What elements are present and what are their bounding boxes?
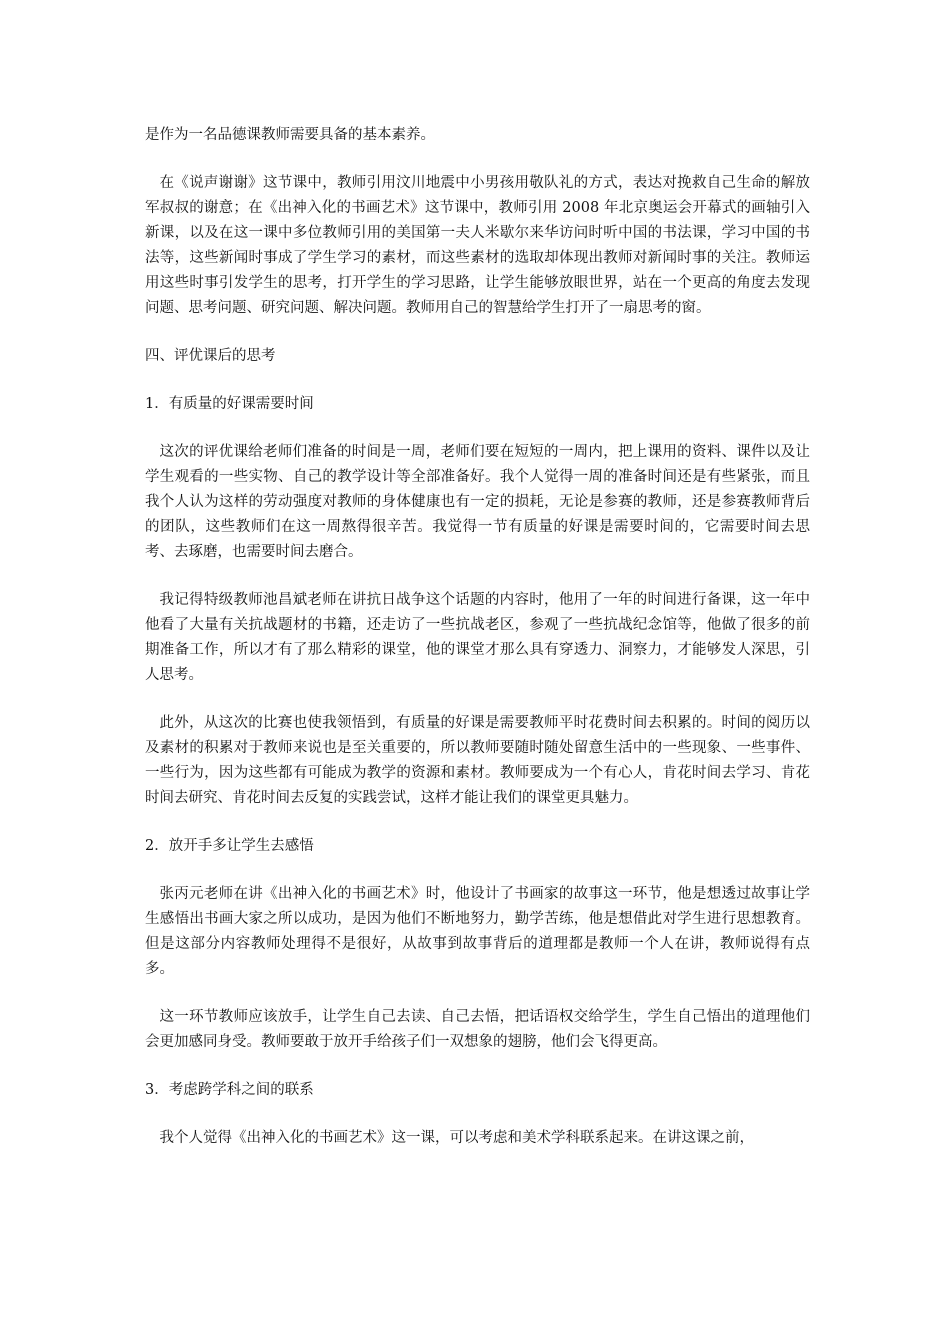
paragraph-continued: 是作为一名品德课教师需要具备的基本素养。	[145, 127, 435, 143]
paragraph-news-events: 在《说声谢谢》这节课中，教师引用汶川地震中小男孩用敬队礼的方式，表达对挽救自己生命的解放军叔叔的谢意；在《出神入化的书画艺术》这节课中，教师引用 2008 年北京奥运会开幕式的画轴引入新课，以及在这一课中多位教师引用的美国第一夫人米歇尔来华访问时听中国的书法课，学习中国的书法等，这些新闻时事成了学生学习的素材，而这些素材的选取却体现出教师对新闻时事的关注。教师运用这些时事引发学生的思考，打开学生的学习思路，让学生能够放眼世界，站在一个更高的角度去发现问题、思考问题、研究问题、解决问题。教师用自己的智慧给学生打开了一扇思考的窗。	[145, 175, 810, 316]
paragraph-calligraphy-lesson: 张丙元老师在讲《出神入化的书画艺术》时，他设计了书画家的故事这一环节，他是想透过故事让学生感悟出书画大家之所以成功，是因为他们不断地努力，勤学苦练，他是想借此对学生进行思想教育。但是这部分内容教师处理得不是很好，从故事到故事背后的道理都是教师一个人在讲，教师说得有点多。	[145, 886, 810, 977]
subheading-3: 3．考虑跨学科之间的联系	[145, 1082, 314, 1098]
paragraph-prep-time: 这次的评优课给老师们准备的时间是一周，老师们要在短短的一周内，把上课用的资料、课件以及让学生观看的一些实物、自己的教学设计等全部准备好。我个人觉得一周的准备时间还是有些紧张，而且我个人认为这样的劳动强度对教师的身体健康也有一定的损耗，无论是参赛的教师，还是参赛教师背后的团队，这些教师们在这一周熬得很辛苦。我觉得一节有质量的好课是需要时间的，它需要时间去思考、去琢磨，也需要时间去磨合。	[145, 444, 810, 560]
paragraph-let-go: 这一环节教师应该放手，让学生自己去读、自己去悟，把话语权交给学生，学生自己悟出的道理他们会更加感同身受。教师要敢于放开手给孩子们一双想象的翅膀，他们会飞得更高。	[145, 1009, 810, 1050]
paragraph-accumulation: 此外，从这次的比赛也使我领悟到，有质量的好课是需要教师平时花费时间去积累的。时间的阅历以及素材的积累对于教师来说也是至关重要的，所以教师要随时随处留意生活中的一些现象、一些事件、一些行为，因为这些都有可能成为教学的资源和素材。教师要成为一个有心人，肯花时间去学习、肯花时间去研究、肯花时间去反复的实践尝试，这样才能让我们的课堂更具魅力。	[145, 715, 810, 806]
paragraph-special-teacher: 我记得特级教师池昌斌老师在讲抗日战争这个话题的内容时，他用了一年的时间进行备课，这一年中他看了大量有关抗战题材的书籍，还走访了一些抗战老区，参观了一些抗战纪念馆等，他做了很多的前期准备工作，所以才有了那么精彩的课堂，他的课堂才那么具有穿透力、洞察力，才能够发人深思，引人思考。	[145, 592, 810, 683]
document-page	[145, 123, 810, 1174]
subheading-2: 2．放开手多让学生去感悟	[145, 838, 314, 854]
paragraph-cross-subject: 我个人觉得《出神入化的书画艺术》这一课，可以考虑和美术学科联系起来。在讲这课之前，	[159, 1130, 754, 1146]
section-heading-4: 四、评优课后的思考	[145, 348, 276, 364]
subheading-1: 1．有质量的好课需要时间	[145, 396, 314, 412]
